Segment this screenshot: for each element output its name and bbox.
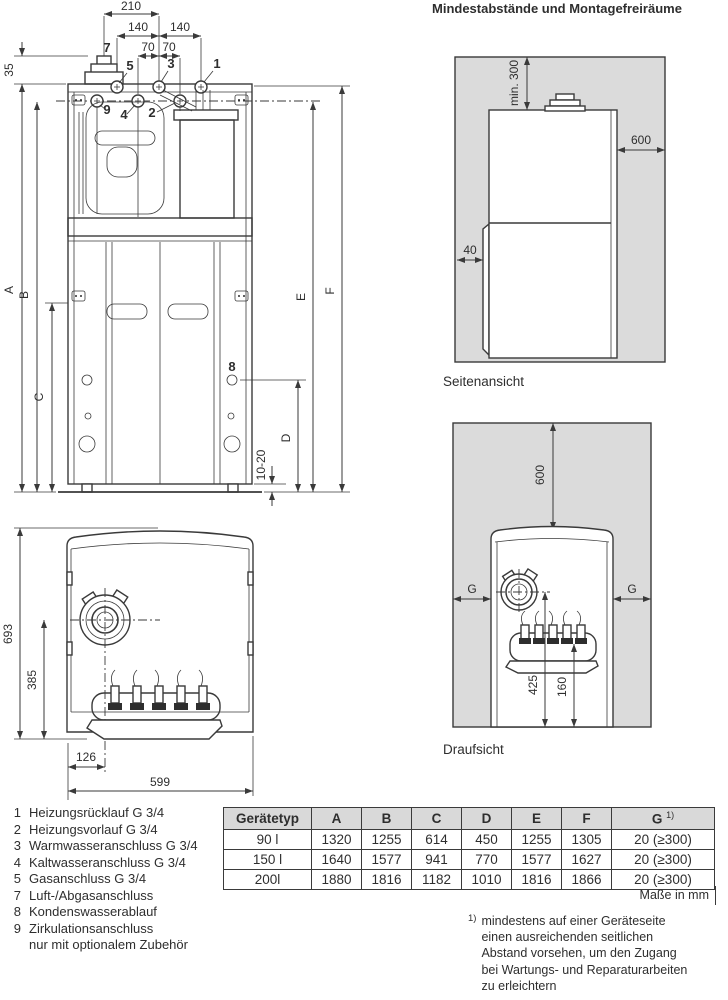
top-clearance-drawing bbox=[440, 415, 728, 745]
legend-item: 9 Zirkulationsanschluss bbox=[13, 920, 154, 936]
table-cell: 20 (≥300) bbox=[612, 870, 715, 890]
table-cell: 20 (≥300) bbox=[612, 850, 715, 870]
dim-425: 425 bbox=[526, 674, 540, 696]
table-cell: 1577 bbox=[362, 850, 412, 870]
col-header: F bbox=[562, 808, 612, 830]
table-cell: 20 (≥300) bbox=[612, 830, 715, 850]
legend-item: 8 Kondenswasserablauf bbox=[13, 904, 157, 919]
callout-7: 7 bbox=[103, 40, 111, 55]
dim-160: 160 bbox=[555, 676, 569, 698]
side-clearance-drawing bbox=[440, 40, 728, 375]
dim-35: 35 bbox=[2, 63, 16, 77]
foot-left bbox=[82, 484, 92, 492]
col-header: C bbox=[412, 808, 462, 830]
table-header-row bbox=[224, 808, 715, 830]
dim-40: 40 bbox=[463, 243, 477, 257]
plan-view-label: Draufsicht bbox=[443, 742, 504, 757]
unit-top-view-drawing bbox=[0, 510, 300, 802]
table-cell: 1866 bbox=[562, 870, 612, 890]
table-cell: 1627 bbox=[562, 850, 612, 870]
dim-599: 599 bbox=[149, 775, 171, 789]
units-note: Maße in mm bbox=[223, 886, 716, 905]
table-cell: 1010 bbox=[462, 870, 512, 890]
footnote-text: mindestens auf einer Geräteseite einen ausreichenden seitlichen Abstand vorsehen, um den Zugang bei Wartungs- und Reparaturarbeiten zu erleichtern bbox=[481, 914, 688, 993]
table-cell: 770 bbox=[462, 850, 512, 870]
table-cell: 614 bbox=[412, 830, 462, 850]
legend bbox=[8, 805, 198, 954]
legend-item: 2 Heizungsvorlauf G 3/4 bbox=[13, 821, 158, 837]
col-header: A bbox=[312, 808, 362, 830]
dim-D: D bbox=[279, 433, 293, 443]
table-row bbox=[224, 850, 715, 870]
col-header-g: G $^{1)}$ bbox=[612, 808, 715, 830]
table-cell: 1255 bbox=[362, 830, 412, 850]
col-header: E bbox=[512, 808, 562, 830]
legend-item: 4 Kaltwasseranschluss G 3/4 bbox=[13, 854, 186, 870]
table-cell: 941 bbox=[412, 850, 462, 870]
table-cell: 1816 bbox=[362, 870, 412, 890]
table-row bbox=[224, 830, 715, 850]
dim-126: 126 bbox=[75, 750, 97, 764]
table-cell: 1255 bbox=[512, 830, 562, 850]
dim-70-left: 70 bbox=[141, 40, 155, 54]
table-cell: 450 bbox=[462, 830, 512, 850]
dim-E: E bbox=[294, 292, 308, 302]
spec-table bbox=[223, 807, 715, 890]
dim-C: C bbox=[32, 392, 46, 402]
side-view-label: Seitenansicht bbox=[443, 374, 525, 389]
dim-10-20: 10-20 bbox=[254, 449, 268, 481]
table-cell: 1320 bbox=[312, 830, 362, 850]
callout-8: 8 bbox=[228, 359, 236, 374]
section-title: Mindestabstände und Montagefreiräume bbox=[432, 1, 682, 16]
callout-1: 1 bbox=[213, 56, 221, 71]
dim-210: 210 bbox=[120, 0, 142, 13]
col-header: D bbox=[462, 808, 512, 830]
table-cell: 1577 bbox=[512, 850, 562, 870]
dim-693: 693 bbox=[1, 623, 15, 645]
legend-item: 5 Gasanschluss G 3/4 bbox=[13, 871, 147, 886]
storage-section bbox=[79, 242, 240, 484]
col-header: Gerätetyp bbox=[224, 808, 312, 830]
table-cell: 90 l bbox=[224, 830, 312, 850]
appliance-side bbox=[489, 110, 617, 358]
dim-G-left: G bbox=[467, 582, 477, 596]
table-cell: 1182 bbox=[412, 870, 462, 890]
footnote-marker: 1) bbox=[468, 913, 477, 924]
front-panel-protrusion bbox=[483, 224, 489, 355]
foot-right bbox=[228, 484, 238, 492]
dim-G-right: G bbox=[627, 582, 637, 596]
dim-140-left: 140 bbox=[127, 20, 149, 34]
dim-600-plan: 600 bbox=[533, 464, 547, 486]
footnote bbox=[468, 913, 726, 994]
dim-min-300: min. 300 bbox=[507, 59, 521, 107]
table-cell: 1816 bbox=[512, 870, 562, 890]
dim-140-right: 140 bbox=[169, 20, 191, 34]
legend-item: nur mit optionalem Zubehör bbox=[29, 937, 188, 952]
table-cell: 1640 bbox=[312, 850, 362, 870]
callout-2: 2 bbox=[148, 105, 156, 120]
dim-600-side: 600 bbox=[630, 133, 652, 147]
callout-9: 9 bbox=[103, 102, 111, 117]
callout-5: 5 bbox=[126, 58, 134, 73]
callout-4: 4 bbox=[120, 107, 128, 122]
legend-item: 7 Luft-/Abgasanschluss bbox=[13, 887, 154, 903]
dim-70-right: 70 bbox=[162, 40, 176, 54]
middle-rail bbox=[68, 218, 252, 236]
dim-385: 385 bbox=[25, 669, 39, 691]
table-cell: 200l bbox=[224, 870, 312, 890]
legend-item: 1 Heizungsrücklauf G 3/4 bbox=[13, 805, 165, 820]
pipes bbox=[79, 90, 210, 217]
dim-F: F bbox=[323, 287, 337, 295]
dim-A: A bbox=[2, 285, 16, 295]
front-elevation-drawing bbox=[0, 0, 370, 510]
table-cell: 1880 bbox=[312, 870, 362, 890]
legend-item: 3 Warmwasseranschluss G 3/4 bbox=[13, 838, 198, 853]
table-cell: 1305 bbox=[562, 830, 612, 850]
flue-stack bbox=[556, 94, 574, 100]
expansion-vessel bbox=[174, 110, 238, 218]
table-cell: 150 l bbox=[224, 850, 312, 870]
dim-B: B bbox=[17, 290, 31, 300]
col-header: B bbox=[362, 808, 412, 830]
callout-3: 3 bbox=[167, 56, 175, 71]
